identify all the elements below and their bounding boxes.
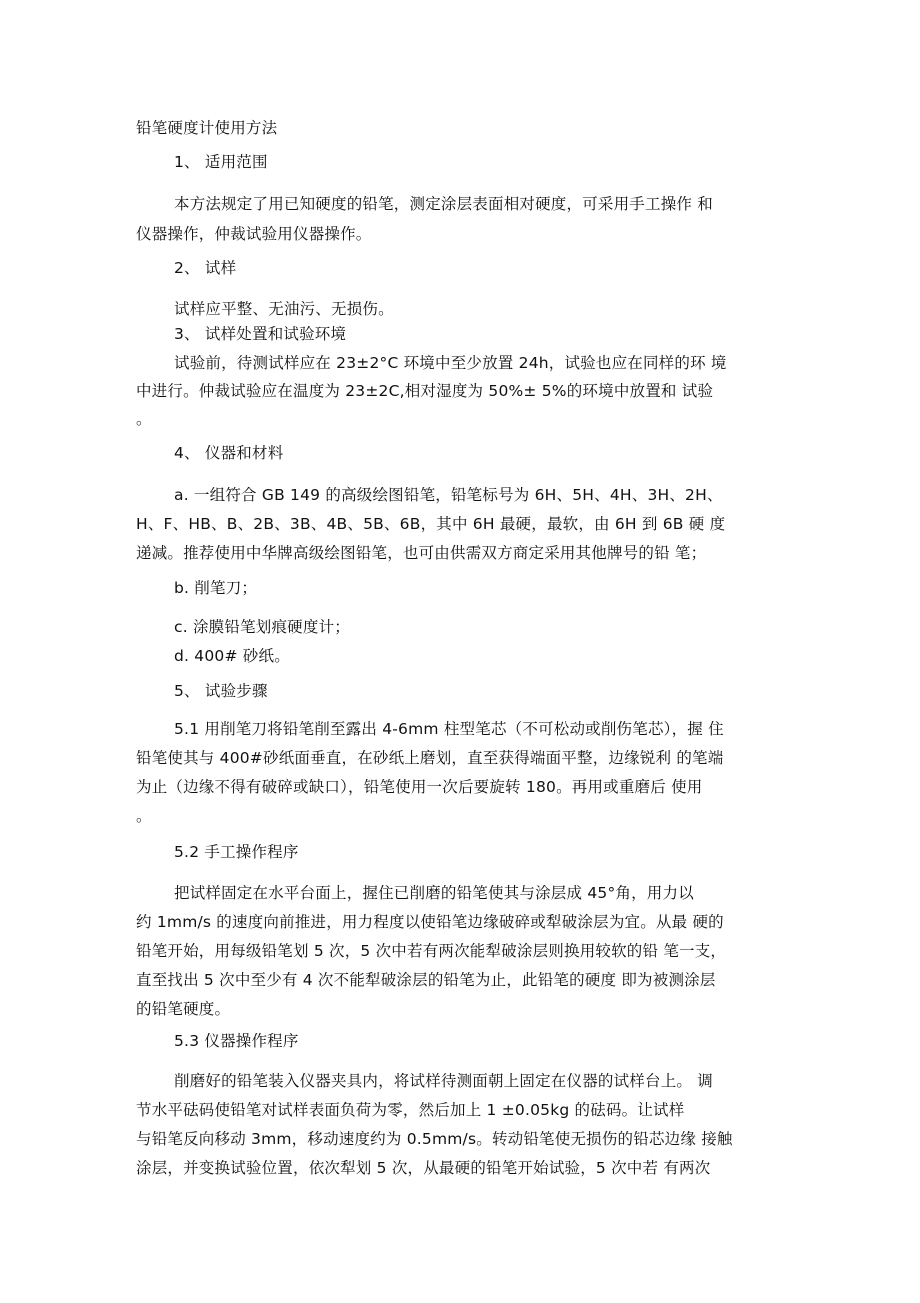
list-item-continuation: 递减。推荐使用中华牌高级绘图铅笔，也可由供需双方商定采用其他牌号的铅 笔； (136, 544, 707, 562)
paragraph-line: 铅笔开始，用每级铅笔划 5 次，5 次中若有两次能犁破涂层则换用较软的铅 笔一支， (136, 942, 727, 960)
paragraph-line: 本方法规定了用已知硬度的铅笔，测定涂层表面相对硬度，可采用手工操作 和 (174, 195, 713, 213)
paragraph-line: 节水平砝码使铅笔对试样表面负荷为零，然后加上 1 ±0.05kg 的砝码。让试样 (136, 1101, 685, 1119)
list-item: a. 一组符合 GB 149 的高级绘图铅笔，铅笔标号为 6H、5H、4H、3H、2H、 (174, 486, 723, 504)
section-heading-scope: 1、 适用范围 (174, 153, 268, 171)
list-item: c. 涂膜铅笔划痕硬度计； (174, 618, 350, 636)
paragraph-line: 削磨好的铅笔装入仪器夹具内，将试样待测面朝上固定在仪器的试样台上。 调 (174, 1072, 713, 1090)
paragraph-line: 试样应平整、无油污、无损伤。 (174, 300, 394, 318)
paragraph-line: 试验前，待测试样应在 23±2°C 环境中至少放置 24h，试验也应在同样的环 境 (174, 354, 727, 372)
document-title: 铅笔硬度计使用方法 (136, 119, 278, 137)
section-heading-environment: 3、 试样处置和试验环境 (174, 325, 347, 343)
paragraph-line: 铅笔使其与 400#砂纸面垂直，在砂纸上磨划，直至获得端面平整，边缘锐利 的笔端 (136, 749, 724, 767)
list-item: b. 削笔刀； (174, 579, 258, 597)
subsection-heading-instrument: 5.3 仪器操作程序 (174, 1032, 299, 1050)
subsection-heading-manual: 5.2 手工操作程序 (174, 843, 299, 861)
section-heading-sample: 2、 试样 (174, 259, 237, 277)
paragraph-line: 的铅笔硬度。 (136, 1000, 231, 1018)
list-item: d. 400# 砂纸。 (174, 647, 290, 665)
paragraph-line: 仪器操作，仲裁试验用仪器操作。 (136, 225, 372, 243)
paragraph-line: 涂层，并变换试验位置，依次犁划 5 次，从最硬的铅笔开始试验，5 次中若 有两次 (136, 1159, 711, 1177)
paragraph-line: 5.1 用削笔刀将铅笔削至露出 4-6mm 柱型笔芯（不可松动或削伤笔芯），握 住 (174, 720, 724, 738)
paragraph-line: 把试样固定在水平台面上，握住已削磨的铅笔使其与涂层成 45°角，用力以 (174, 884, 694, 902)
list-item-continuation: H、F、HB、B、2B、3B、4B、5B、6B，其中 6H 最硬，最软，由 6H 到 6B 硬 度 (136, 515, 726, 533)
section-heading-procedure: 5、 试验步骤 (174, 682, 268, 700)
paragraph-line: 。 (136, 807, 152, 825)
paragraph-line: 直至找出 5 次中至少有 4 次不能犁破涂层的铅笔为止，此铅笔的硬度 即为被测涂层 (136, 971, 716, 989)
paragraph-line: 。 (136, 410, 152, 428)
paragraph-line: 约 1mm/s 的速度向前推进，用力程度以使铅笔边缘破碎或犁破涂层为宜。从最 硬的 (136, 913, 724, 931)
section-heading-instruments: 4、 仪器和材料 (174, 444, 284, 462)
paragraph-line: 为止（边缘不得有破碎或缺口），铅笔使用一次后要旋转 180。再用或重磨后 使用 (136, 778, 703, 796)
paragraph-line: 中进行。仲裁试验应在温度为 23±2C,相对湿度为 50%± 5%的环境中放置和 试验 (136, 382, 714, 400)
paragraph-line: 与铅笔反向移动 3mm，移动速度约为 0.5mm/s。转动铅笔使无损伤的铅芯边缘 接触 (136, 1130, 733, 1148)
